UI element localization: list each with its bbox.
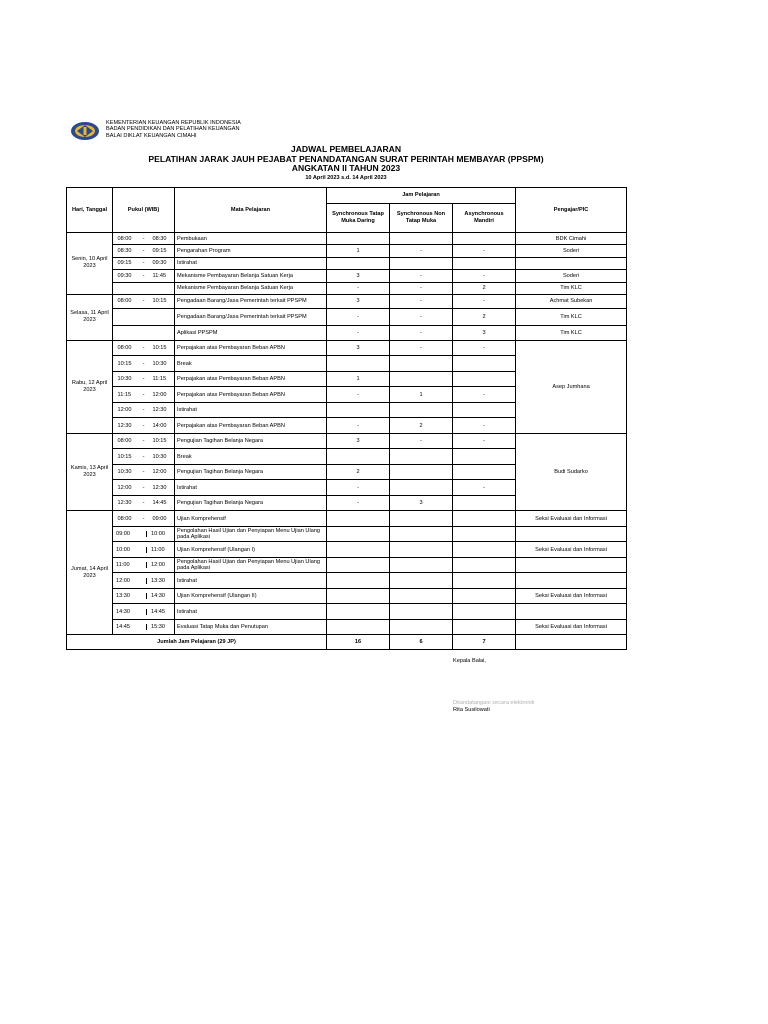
header-subject: Mata Pelajaran <box>175 188 327 233</box>
table-row: Kamis, 13 April 2023 08:00 - 10:15 Pengujian Tagihan Belanja Negara 3 - - Budi Sudarko <box>67 433 627 449</box>
day-cell: Kamis, 13 April 2023 <box>67 433 113 511</box>
day-cell: Rabu, 12 April 2023 <box>67 340 113 433</box>
table-row: Aplikasi PPSPM - - 3 Tim KLC <box>67 325 627 340</box>
table-row: 10:30 - 12:00 Pengujian Tagihan Belanja Negara 2 <box>67 464 627 480</box>
header-hours: Jam Pelajaran <box>327 188 516 204</box>
table-row: 10:15 - 10:30 Break <box>67 449 627 465</box>
header-day: Hari, Tanggal <box>67 188 113 233</box>
org-line-1: KEMENTERIAN KEUANGAN REPUBLIK INDONESIA <box>106 120 241 126</box>
table-row: 12:30 - 14:00 Perpajakan atas Pembayaran Beban APBN - 2 - <box>67 418 627 434</box>
table-row: 14:45 15:30 Evaluasi Tatap Muka dan Penutupan Seksi Evaluasi dan Informasi <box>67 619 627 635</box>
table-row: Pengadaan Barang/Jasa Pemerintah terkait PPSPM - - 2 Tim KLC <box>67 308 627 325</box>
day-cell: Selasa, 11 April 2023 <box>67 294 113 340</box>
header-teacher: Pengajar/PIC <box>516 188 627 233</box>
pic-kamis: Budi Sudarko <box>516 433 627 511</box>
title-program: PELATIHAN JARAK JAUH PEJABAT PENANDATANGAN SURAT PERINTAH MEMBAYAR (PPSPM) <box>148 153 544 164</box>
table-row: 11:15 - 12:00 Perpajakan atas Pembayaran Beban APBN - 1 - <box>67 387 627 403</box>
table-row: 12:00 - 12:30 Istirahat <box>67 402 627 418</box>
header-sync-non: Synchronous Non Tatap Muka <box>390 204 453 233</box>
e-signature-note: Ditandatangani secara elektronik <box>453 700 535 706</box>
total-row <box>67 635 627 650</box>
table-row: 11:00 12:00 Pengolahan Hasil Ujian dan Penyiapan Menu Ujian Ulang pada Aplikasi <box>67 557 627 573</box>
table-row: 12:30 - 14:45 Pengujian Tagihan Belanja Negara - 3 <box>67 495 627 511</box>
kemenkeu-logo-icon <box>70 121 100 141</box>
schedule-table <box>66 187 627 650</box>
org-line-2: BADAN PENDIDIKAN DAN PELATIHAN KEUANGAN <box>106 126 240 133</box>
header-sync-daring: Synchronous Tatap Muka Daring <box>327 204 390 233</box>
day-cell: Senin, 10 April 2023 <box>67 233 113 295</box>
table-row: 12:00 - 12:30 Istirahat - - <box>67 480 627 496</box>
header-async: Asynchronous Mandiri <box>453 204 516 233</box>
pic-rabu: Asep Jumhana <box>516 340 627 433</box>
title-period: 10 April 2023 s.d. 14 April 2023 <box>305 174 387 181</box>
table-row: 09:15 - 09:30 Istirahat <box>67 257 627 269</box>
table-row: 10:30 - 11:15 Perpajakan atas Pembayaran Beban APBN 1 <box>67 371 627 387</box>
table-row: 09:00 10:00 Pengolahan Hasil Ujian dan Penyiapan Menu Ujian Ulang pada Aplikasi <box>67 526 627 542</box>
table-row: Jumat, 14 April 2023 08:00 - 09:00 Ujian Komprehensif Seksi Evaluasi dan Informasi <box>67 511 627 527</box>
table-row: 14:30 14:45 Istirahat <box>67 604 627 620</box>
document-titles <box>66 145 626 183</box>
header-time: Pukul (WIB) <box>113 188 175 233</box>
day-cell: Jumat, 14 April 2023 <box>67 511 113 635</box>
table-row: Rabu, 12 April 2023 08:00 - 10:15 Perpajakan atas Pembayaran Beban APBN 3 - - Asep Jumhana <box>67 340 627 356</box>
table-row: 13:30 14:30 Ujian Komprehensif (Ulangan II) Seksi Evaluasi dan Informasi <box>67 588 627 604</box>
table-row: 10:15 - 10:30 Break <box>67 356 627 372</box>
table-row: 12:00 13:30 Istirahat <box>67 573 627 589</box>
total-sync-non: 6 <box>390 635 453 650</box>
table-row: 09:30 - 11:45 Mekanisme Pembayaran Belanja Satuan Kerja 3 - - Soderi <box>67 270 627 282</box>
org-header <box>70 120 241 141</box>
total-sync-daring: 16 <box>327 635 390 650</box>
signer-position: Kepala Balai, <box>453 658 486 664</box>
table-row: Senin, 10 April 2023 08:00 - 08:30 Pembukaan BDK Cimahi <box>67 233 627 245</box>
org-line-3: BALAI DIKLAT KEUANGAN CIMAHI <box>106 132 197 139</box>
total-label: Jumlah Jam Pelajaran (29 JP) <box>67 635 327 650</box>
title-batch: ANGKATAN II TAHUN 2023 <box>291 163 401 173</box>
table-row: Selasa, 11 April 2023 08:00 - 10:15 Pengadaan Barang/Jasa Pemerintah terkait PPSPM 3 - - Achmat Subekan <box>67 294 627 308</box>
title-main: JADWAL PEMBELAJARAN <box>290 144 402 154</box>
total-async: 7 <box>453 635 516 650</box>
table-row: 08:30 - 09:15 Pengarahan Program 1 - - Soderi <box>67 245 627 257</box>
table-row: Mekanisme Pembayaran Belanja Satuan Kerja - - 2 Tim KLC <box>67 282 627 294</box>
table-row: 10:00 11:00 Ujian Komprehensif (Ulangan I) Seksi Evaluasi dan Informasi <box>67 542 627 558</box>
signer-name: Rita Susilowati <box>453 707 490 713</box>
